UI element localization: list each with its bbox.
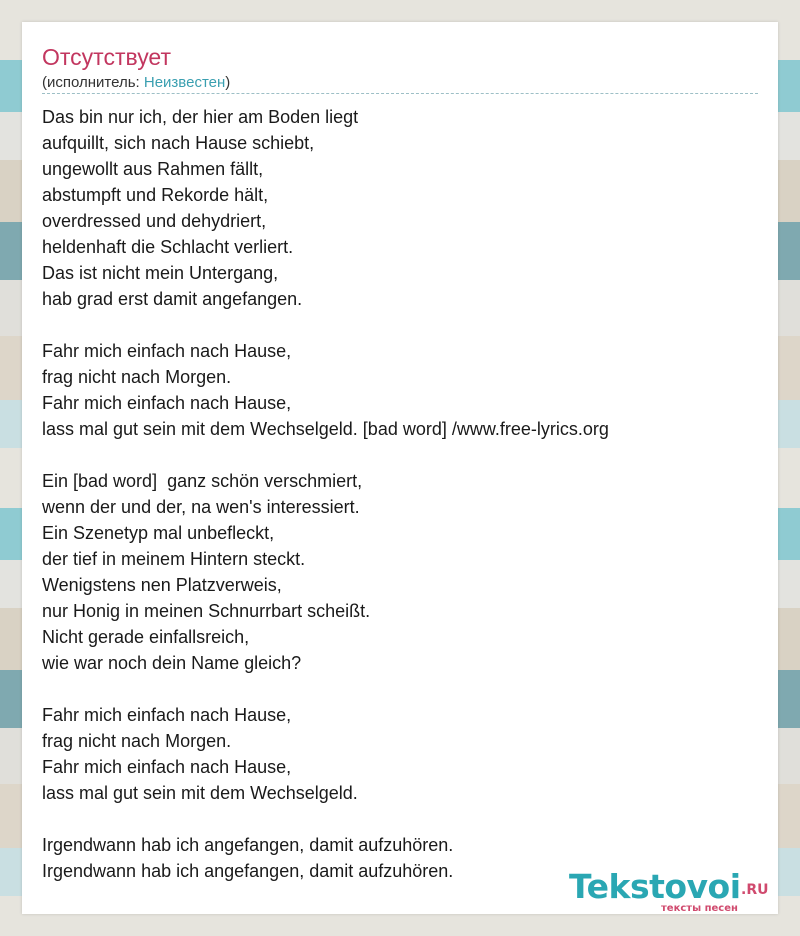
lyric-line: overdressed und dehydriert, bbox=[42, 211, 267, 231]
artist-suffix: ) bbox=[225, 74, 231, 91]
lyrics-card bbox=[22, 22, 778, 914]
lyric-line: heldenhaft die Schlacht verliert. bbox=[42, 237, 294, 257]
lyric-line: Das ist nicht mein Untergang, bbox=[42, 263, 279, 283]
chorus-1 bbox=[42, 338, 758, 442]
lyric-line: lass mal gut sein mit dem Wechselgeld. bbox=[42, 783, 358, 803]
lyric-line: abstumpft und Rekorde hält, bbox=[42, 185, 269, 205]
lyric-line: frag nicht nach Morgen. bbox=[42, 731, 232, 751]
lyric-line: wie war noch dein Name gleich? bbox=[42, 653, 302, 673]
lyric-line: Fahr mich einfach nach Hause, bbox=[42, 341, 292, 361]
lyric-line: aufquillt, sich nach Hause schiebt, bbox=[42, 133, 315, 153]
logo-wordmark: Tekstovoi bbox=[569, 867, 741, 906]
lyric-line: Nicht gerade einfallsreich, bbox=[42, 627, 250, 647]
chorus-2 bbox=[42, 702, 758, 806]
lyric-line: Fahr mich einfach nach Hause, bbox=[42, 705, 292, 725]
lyric-line: Fahr mich einfach nach Hause, bbox=[42, 757, 292, 777]
lyric-line: Ein Szenetyp mal unbefleckt, bbox=[42, 523, 275, 543]
lyric-line: hab grad erst damit angefangen. bbox=[42, 289, 303, 309]
lyric-line: Irgendwann hab ich angefangen, damit aufzuhören. bbox=[42, 861, 454, 881]
lyric-line: lass mal gut sein mit dem Wechselgeld. [bad word] /www.free-lyrics.org bbox=[42, 419, 609, 439]
artist-prefix: (исполнитель: bbox=[42, 74, 144, 91]
stanza-gap bbox=[42, 806, 758, 832]
lyrics-body bbox=[42, 104, 758, 884]
lyric-line: wenn der und der, na wen's interessiert. bbox=[42, 497, 360, 517]
lyric-line: frag nicht nach Morgen. bbox=[42, 367, 232, 387]
song-title: Отсутствует bbox=[42, 44, 171, 70]
lyric-line: Irgendwann hab ich angefangen, damit aufzuhören. bbox=[42, 835, 454, 855]
lyric-line: nur Honig in meinen Schnurrbart scheißt. bbox=[42, 601, 371, 621]
lyric-line: Fahr mich einfach nach Hause, bbox=[42, 393, 292, 413]
verse-2 bbox=[42, 468, 758, 676]
lyric-line: der tief in meinem Hintern steckt. bbox=[42, 549, 306, 569]
artist-line bbox=[42, 73, 230, 93]
dashed-divider bbox=[42, 93, 758, 94]
lyric-line: Das bin nur ich, der hier am Boden liegt bbox=[42, 107, 359, 127]
site-logo[interactable] bbox=[569, 867, 779, 917]
verse-1 bbox=[42, 104, 758, 312]
lyric-line: Ein [bad word] ganz schön verschmiert, bbox=[42, 471, 363, 491]
lyric-line: ungewollt aus Rahmen fällt, bbox=[42, 159, 264, 179]
lyric-line: Wenigstens nen Platzverweis, bbox=[42, 575, 282, 595]
artist-link[interactable]: Неизвестен bbox=[143, 74, 226, 91]
logo-tld: .RU bbox=[741, 882, 769, 898]
logo-tagline: тексты песен bbox=[661, 903, 738, 914]
stanza-gap bbox=[42, 312, 758, 338]
stanza-gap bbox=[42, 676, 758, 702]
stanza-gap bbox=[42, 442, 758, 468]
